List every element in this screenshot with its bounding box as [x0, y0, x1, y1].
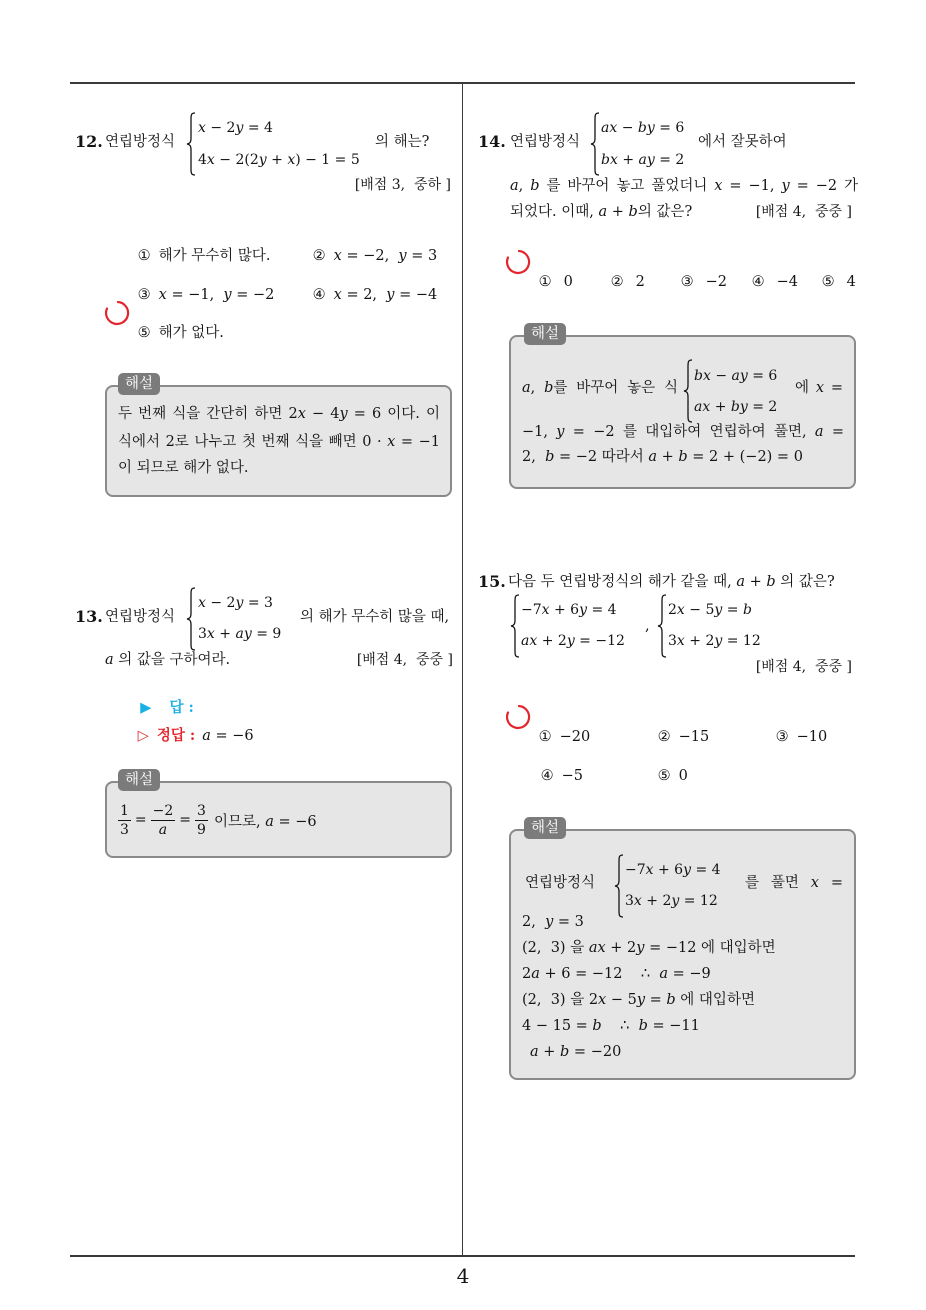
explanation-line: −1, y = −2 를 대입하여 연립하여 풀면, a =	[522, 424, 844, 440]
option-1	[511, 252, 573, 290]
correct-answer-line	[110, 706, 254, 744]
option-text: 0	[678, 768, 688, 784]
equation-line: x − 2y = 4	[198, 120, 273, 136]
correct-arrow-icon: ▷	[137, 728, 149, 744]
option-text: 해가 무수히 많다.	[158, 248, 271, 264]
option-3	[653, 252, 728, 290]
option-symbol: ②	[657, 729, 671, 745]
problem-question: 에서 잘못하여	[698, 134, 787, 150]
left-brace	[510, 594, 520, 658]
equation-line: ax + 2y = −12	[521, 633, 625, 649]
equation-line: 3x + 2y = 12	[668, 633, 761, 649]
option-symbol: ⑤	[657, 768, 671, 784]
option-text: 2	[635, 274, 645, 290]
option-5	[794, 252, 856, 290]
explanation-text: a, b를 바꾸어 놓은 식	[522, 380, 678, 396]
problem-number: 12.	[75, 132, 103, 151]
left-brace	[186, 587, 196, 651]
page-number: 4	[456, 1264, 470, 1288]
fraction-denominator: a	[158, 821, 168, 838]
explanation-line: a + b = −20	[530, 1044, 622, 1060]
option-5	[630, 746, 688, 784]
correct-answer-label: 정답 :	[156, 727, 196, 744]
option-symbol: ④	[312, 287, 326, 303]
option-text: x = 2, y = −4	[333, 287, 438, 303]
option-text: 4	[846, 274, 856, 290]
problem-lead: 연립방정식	[105, 134, 176, 150]
problem-lead: 연립방정식	[510, 134, 581, 150]
option-symbol: ①	[137, 248, 151, 264]
equation-line: x − 2y = 3	[198, 595, 273, 611]
bottom-rule	[70, 1255, 855, 1257]
problem-question-line: a 의 값을 구하여라.	[105, 652, 231, 668]
left-brace	[657, 594, 667, 658]
equation-line: bx + ay = 2	[601, 152, 685, 168]
answer-label: 답 :	[169, 699, 194, 716]
equation-line: −7x + 6y = 4	[625, 862, 721, 878]
explanation-text: 를 풀면 x =	[745, 875, 843, 891]
score-label: [배점 4, 중중 ]	[356, 652, 453, 668]
answer-line	[110, 678, 194, 716]
option-text: 해가 없다.	[158, 325, 224, 341]
answer-mark-circle	[504, 248, 532, 276]
option-3	[110, 265, 275, 303]
explanation-tag: 해설	[118, 769, 160, 791]
option-1	[110, 226, 271, 264]
problem-question: 다음 두 연립방정식의 해가 같을 때, a + b 의 값은?	[508, 574, 835, 590]
explanation-tag: 해설	[118, 373, 160, 395]
option-symbol: ⑤	[137, 325, 151, 341]
option-4	[285, 265, 438, 303]
score-label: [배점 3, 중하 ]	[354, 177, 451, 193]
left-brace	[590, 112, 600, 176]
column-divider	[462, 82, 464, 1256]
equation-line: bx − ay = 6	[694, 368, 778, 384]
explanation-text: 에 x =	[795, 380, 843, 396]
problem-number: 13.	[75, 607, 103, 626]
explanation-text: 이므로, a = −6	[213, 813, 317, 830]
problem-question: 의 해는?	[375, 134, 430, 150]
explanation-tag: 해설	[524, 817, 566, 839]
option-text: x = −1, y = −2	[158, 287, 275, 303]
equation-line: −7x + 6y = 4	[521, 602, 617, 618]
equation-line: 4x − 2(2y + x) − 1 = 5	[198, 152, 360, 168]
problem-question-line: a, b 를 바꾸어 놓고 풀었더니 x = −1, y = −2 가	[510, 178, 859, 194]
equation-line: 3x + ay = 9	[198, 626, 282, 642]
fraction-denominator: 3	[120, 821, 129, 838]
option-symbol: ④	[540, 768, 554, 784]
option-4	[513, 746, 584, 784]
option-text: −15	[678, 729, 710, 745]
option-text: −2	[705, 274, 728, 290]
fraction-numerator: 3	[197, 802, 206, 819]
option-3	[748, 707, 828, 745]
option-symbol: ②	[610, 274, 624, 290]
option-4	[724, 252, 799, 290]
option-text: 0	[563, 274, 573, 290]
option-symbol: ⑤	[821, 274, 835, 290]
left-brace	[186, 112, 196, 176]
option-symbol: ③	[775, 729, 789, 745]
problem-number: 14.	[478, 132, 506, 151]
explanation-line: 두 번째 식을 간단히 하면 2x − 4y = 6 이다. 이	[118, 406, 440, 422]
option-symbol: ③	[137, 287, 151, 303]
fraction	[118, 803, 131, 838]
problem-number: 15.	[478, 572, 506, 591]
fraction-numerator: 1	[120, 802, 129, 819]
option-symbol: ①	[538, 274, 552, 290]
explanation-line: 2, y = 3	[522, 914, 584, 930]
option-symbol: ①	[538, 729, 552, 745]
left-brace	[614, 854, 624, 918]
left-brace	[683, 359, 693, 423]
correct-answer-value: a = −6	[202, 728, 254, 744]
option-2	[285, 226, 438, 264]
answer-mark-circle	[103, 299, 131, 327]
option-text: −5	[561, 768, 584, 784]
score-label: [배점 4, 중중 ]	[755, 204, 852, 220]
option-text: −20	[559, 729, 591, 745]
explanation-line: 2, b = −2 따라서 a + b = 2 + (−2) = 0	[522, 449, 803, 465]
explanation-line: (2, 3) 을 2x − 5y = b 에 대입하면	[522, 992, 755, 1008]
problem-lead: 연립방정식	[105, 609, 176, 625]
answer-arrow-icon: ▶	[140, 699, 152, 716]
fraction	[151, 803, 176, 838]
explanation-line: 이 되므로 해가 없다.	[118, 460, 249, 476]
equation-line: ax − by = 6	[601, 120, 685, 136]
option-text: −10	[796, 729, 828, 745]
explanation-line: (2, 3) 을 ax + 2y = −12 에 대입하면	[522, 940, 776, 956]
equation-line: 3x + 2y = 12	[625, 893, 718, 909]
score-label: [배점 4, 중중 ]	[755, 659, 852, 675]
problem-question: 의 해가 무수히 많을 때,	[300, 609, 450, 625]
option-text: −4	[776, 274, 799, 290]
explanation-line: 2a + 6 = −12 ∴ a = −9	[522, 966, 711, 982]
explanation-line: 식에서 2로 나누고 첫 번째 식을 빼면 0 · x = −1	[118, 434, 440, 450]
equals-sign: =	[134, 812, 147, 828]
fraction-numerator: −2	[152, 802, 174, 819]
option-symbol: ②	[312, 248, 326, 264]
equation-line: 2x − 5y = b	[668, 602, 752, 618]
equation-line: ax + by = 2	[694, 399, 778, 415]
fraction-denominator: 9	[197, 821, 206, 838]
system-separator: ,	[645, 618, 650, 634]
option-1	[511, 707, 591, 745]
option-2	[583, 252, 645, 290]
equals-sign: =	[179, 812, 192, 828]
option-5	[110, 303, 224, 341]
answer-mark-circle	[504, 703, 532, 731]
option-2	[630, 707, 710, 745]
problem-question-line: 되었다. 이때, a + b의 값은?	[510, 204, 693, 220]
option-symbol: ③	[680, 274, 694, 290]
fraction	[195, 803, 208, 838]
option-text: x = −2, y = 3	[333, 248, 438, 264]
explanation-equation	[118, 800, 317, 840]
option-symbol: ④	[751, 274, 765, 290]
explanation-tag: 해설	[524, 323, 566, 345]
explanation-line: 4 − 15 = b ∴ b = −11	[522, 1018, 700, 1034]
explanation-text: 연립방정식	[525, 875, 596, 891]
